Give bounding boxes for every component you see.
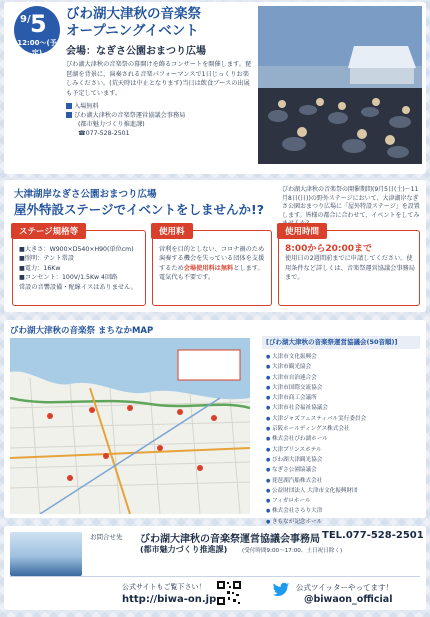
- organizer-note: びわ湖大津秋の音楽祭運営協議会事務局: [74, 112, 186, 119]
- usage-time-heading: 使用時間: [277, 223, 327, 239]
- opening-title-line1: びわ湖大津秋の音楽祭: [66, 6, 201, 22]
- opening-title-line2: オープニングイベント: [66, 23, 199, 39]
- list-item: ● フィガロホール: [266, 496, 418, 506]
- square-bullet-icon: [66, 112, 72, 118]
- opening-venue: 会場：なぎさ公園おまつり広場: [66, 46, 206, 57]
- list-item: ● 公益財団法人 大津市文化振興財団: [266, 486, 418, 496]
- contact-hours: (受付時間9:00〜17:00、土日祝日除く): [242, 548, 343, 554]
- opening-notes: [66, 102, 185, 138]
- list-item: ● 大津市国際交流協会: [266, 383, 418, 393]
- contact-label: お問合せ先: [90, 533, 123, 541]
- opening-description: びわ湖大津秋の音楽祭の幕開けを飾るコンサートを開催します。琵琶湖を背景に、演奏される音楽パフォーマンスで1日じっくりお楽しみください。(荒天時は中止となります)当日は飲食ブースの出展も予定しています。: [66, 61, 252, 97]
- list-item: ● なぎさ公園協議会: [266, 465, 418, 475]
- stage-spec-item: ■コンセント：100V/1.5Kw 4回路: [19, 274, 118, 282]
- usage-fee-free: 会場使用料は無料: [183, 264, 234, 272]
- usage-fee-text1: 営利を目的としない、コロナ禍のため演奏する機会を失っている団体を支援するため: [159, 246, 265, 272]
- website-label: 公式サイトもご覧下さい！: [122, 583, 206, 591]
- twitter-handle-link[interactable]: @biwaon_official: [304, 594, 393, 605]
- list-item: ● 大津ジャズフェスティバル実行委員会: [266, 414, 418, 424]
- list-item: ● 京阪ホールディングス株式会社: [266, 424, 418, 434]
- list-item: ● 大津市観光協会: [266, 362, 418, 372]
- contact-card: [4, 526, 426, 610]
- stage-spec-heading: ステージ規格等: [11, 223, 86, 239]
- qr-code-icon[interactable]: [216, 580, 242, 606]
- usage-fee-heading: 使用料: [151, 223, 193, 239]
- usage-time-text: 使用日の2週間前までに申請してください。使用条件など詳しくは、音楽祭運営協議会事務局まで。: [285, 255, 415, 282]
- list-item: ● 琵琶湖汽船株式会社: [266, 476, 418, 486]
- usage-fee-box: [152, 227, 272, 306]
- town-map-card: [4, 320, 426, 525]
- square-bullet-icon: [66, 103, 72, 109]
- contact-phone[interactable]: TEL.077-528-2501: [322, 530, 424, 541]
- twitter-bird-icon[interactable]: [272, 582, 290, 598]
- usage-time-body: [285, 245, 415, 283]
- organizers-list: [266, 352, 418, 527]
- usage-time-hours: 8:00から20:00まで: [285, 244, 373, 254]
- usage-fee-text3: とします。電気代も不要です。: [159, 264, 264, 282]
- stage-intro-text: びわ湖大津秋の音楽祭の開催期間(9月5日(土)〜11月8日(日))の野外ステージにおいて、大津湖岸なぎさ公園おまつり広場に「屋外特設ステージ」を設置します。皆様の都合に合わせて、イベントをしてみ: [282, 186, 420, 219]
- stage-spec-list: [19, 245, 141, 292]
- organizers-header: [びわ湖大津秋の音楽祭運営協議会(50音順)]: [262, 336, 420, 349]
- list-item: ● きもなが記念ホール: [266, 517, 418, 527]
- organizer-tel: ☎077-528-2501: [78, 130, 130, 137]
- date-day: 5: [30, 10, 47, 38]
- stage-spec-box: [12, 227, 146, 306]
- organizer-sub-note: (都市魅力づくり推進課): [78, 121, 145, 128]
- stage-spec-item: ■大きさ：W900×D540×H90(単位cm): [19, 246, 134, 253]
- stage-spec-item: 常設の音響設備・配線イスはありません。: [19, 283, 137, 291]
- stage-spec-item: ■電力：16Kw: [19, 264, 61, 272]
- stage-spec-item: ■照明：テント常設: [19, 255, 75, 263]
- admission-note: 入場無料: [74, 103, 99, 110]
- website-link[interactable]: http://biwa-on.jp: [122, 594, 217, 605]
- usage-fee-text: [159, 245, 267, 283]
- stage-title-line1: 大津湖岸なぎさ公園おまつり広場: [14, 189, 157, 200]
- town-map: [10, 338, 250, 514]
- organizers-panel: [262, 336, 420, 525]
- list-item: ● びわ湖大津観光協会: [266, 455, 418, 465]
- list-item: ● 大津市商工会議所: [266, 393, 418, 403]
- divider: [10, 576, 420, 577]
- date-time: 12:00〜(予定): [17, 39, 57, 57]
- stage-title-line2: 屋外特設ステージでイベントをしませんか!?: [14, 202, 264, 217]
- list-item: ● 株式会社さろり大津: [266, 506, 418, 516]
- lakeside-stage-thumbnail: [10, 532, 82, 576]
- contact-department: (都市魅力づくり推進課): [140, 545, 228, 554]
- opening-event-card: [4, 2, 426, 174]
- map-title: びわ湖大津秋の音楽祭 まちなかMAP: [10, 326, 154, 336]
- list-item: ● 大津市自治連合会: [266, 373, 418, 383]
- date-month: 9/: [20, 14, 31, 25]
- list-item: ● 株式会社びわ湖ホール: [266, 434, 418, 444]
- list-item: ● 大津市社会福祉協議会: [266, 403, 418, 413]
- list-item: ● 大津市文化振興会: [266, 352, 418, 362]
- lakeside-stage-photo: [258, 6, 422, 164]
- date-badge: [14, 6, 60, 57]
- list-item: ● 大津プリンスホテル: [266, 445, 418, 455]
- stage-rental-card: [4, 180, 426, 312]
- twitter-label: 公式ツイッターやってます！: [296, 583, 393, 592]
- usage-time-box: [278, 227, 420, 306]
- contact-organization: びわ湖大津秋の音楽祭運営協議会事務局: [140, 534, 320, 545]
